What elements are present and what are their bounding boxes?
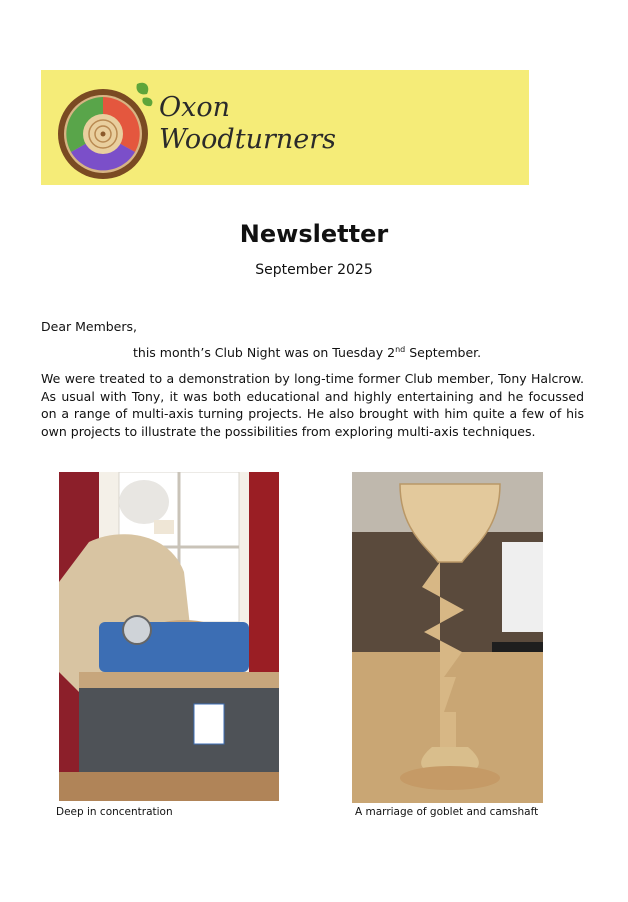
club-name-line2: Woodturners	[159, 124, 336, 155]
club-name-line1: Oxon	[159, 92, 231, 123]
photo-caption: Deep in concentration	[56, 806, 173, 818]
newsletter-title: Newsletter	[239, 220, 389, 248]
wood-log-slice-logo	[51, 76, 156, 181]
greeting: Dear Members,	[41, 319, 137, 334]
club-name	[159, 92, 336, 156]
photo-caption: A marriage of goblet and camshaft	[355, 806, 539, 818]
photo-woodturner-at-lathe	[59, 472, 279, 801]
club-night-text: this month’s Club Night was on Tuesday 2	[133, 345, 396, 361]
club-night-month: September.	[405, 345, 482, 361]
club-night-line	[133, 345, 481, 360]
ordinal-suffix: nd	[395, 345, 406, 354]
header-banner	[41, 70, 529, 185]
photo-goblet-camshaft	[352, 472, 543, 803]
body-paragraph: We were treated to a demonstration by long-time former Club member, Tony Halcrow. As usual with Tony, it was both educational and highly entertaining and he focussed on a range of multi-axis turning projects. He also brought with him quite a few of his own projects to illustrate the possibilities from exploring multi-axis techniques.	[41, 371, 584, 439]
newsletter-date: September 2025	[255, 262, 373, 278]
